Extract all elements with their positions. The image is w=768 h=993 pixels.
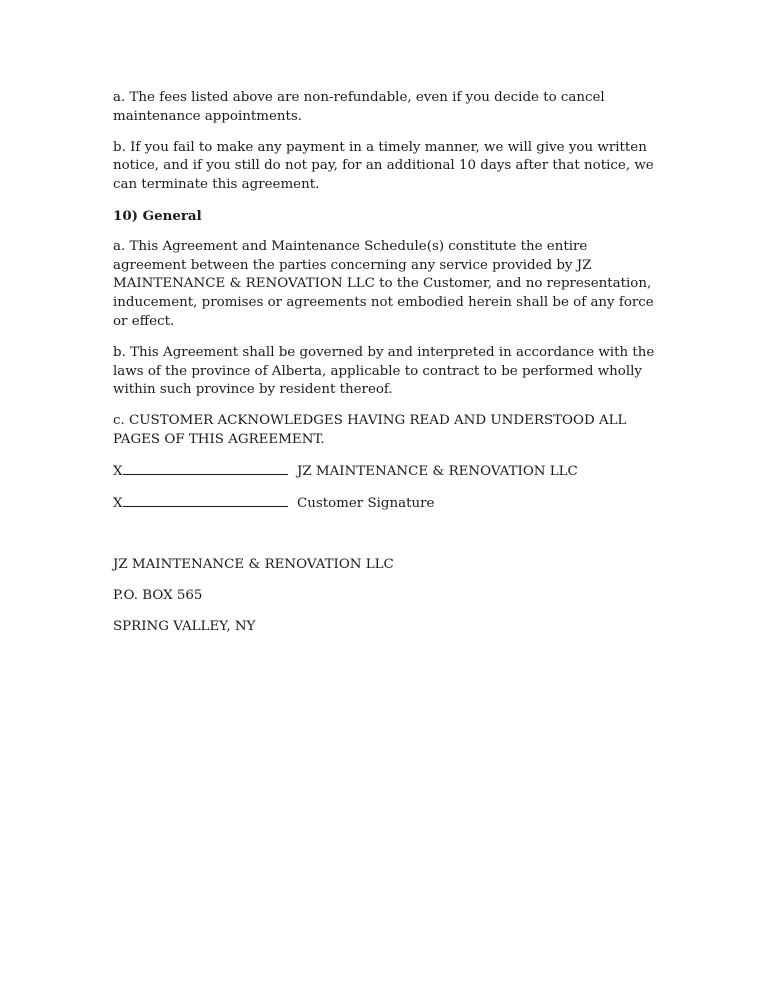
section-heading-general: 10) General [113,207,202,224]
fees-nonrefundable-paragraph: a. The fees listed above are non-refundable, even if you decide to cancel maintenance appointments. [113,90,605,124]
address-company-name: JZ MAINTENANCE & RENOVATION LLC [113,557,394,573]
signature-mark: X [113,463,123,479]
company-signature-line [113,462,658,482]
late-payment-paragraph: b. If you fail to make any payment in a timely manner, we will give you written notice, and if you still do not pay, for an additional 10 days after that notice, we can terminate this agreement. [113,139,654,193]
company-address-block [113,556,658,636]
document-page [113,89,658,649]
signature-label: Customer Signature [297,495,435,511]
signature-mark: X [113,495,123,511]
address-po-box: P.O. BOX 565 [113,588,203,604]
signature-rule [123,494,288,507]
entire-agreement-paragraph: a. This Agreement and Maintenance Schedule(s) constitute the entire agreement between the parties concerning any service provided by JZ MAINTENANCE & RENOVATION LLC to the Customer, and no representation, inducement, promises or agreements not embodied herein shall be of any force or effect. [113,238,654,329]
address-city: SPRING VALLEY, NY [113,618,256,634]
acknowledgement-paragraph: c. CUSTOMER ACKNOWLEDGES HAVING READ AND UNDERSTOOD ALL PAGES OF THIS AGREEMENT. [113,413,627,447]
signature-rule [123,462,288,475]
governing-law-paragraph: b. This Agreement shall be governed by and interpreted in accordance with the laws of the province of Alberta, applicable to contract to be performed wholly within such province by resident thereof. [113,344,655,398]
signature-label: JZ MAINTENANCE & RENOVATION LLC [297,463,578,479]
customer-signature-line [113,494,658,514]
